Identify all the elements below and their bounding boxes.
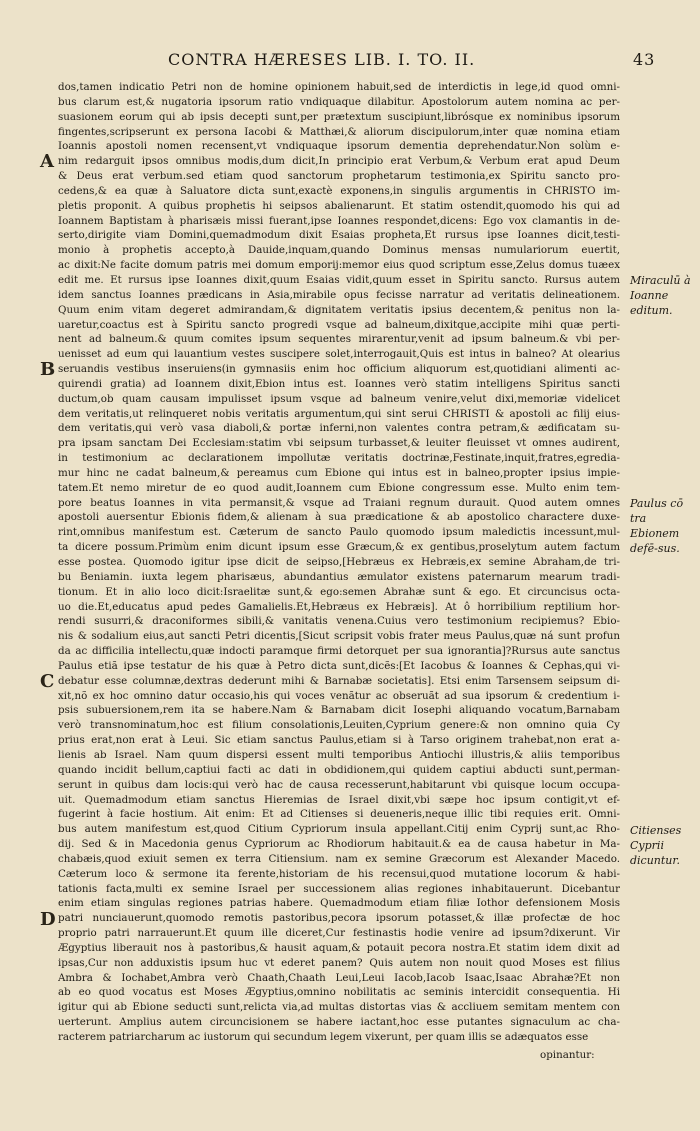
side-note: Paulus cō tra Ebionem defē-sus. <box>630 496 684 555</box>
text-line: pletis proponit. A quibus prophetis hi seipsos abalienarunt. Et statim ostendit,quomodo his qui ad <box>58 199 620 212</box>
catchword: opinantur: <box>540 1049 595 1061</box>
text-line: da ac difficilia intellectu,quæ indocti paramque firmi detorquet per sua ignorantia]?Rursus aute sanctus <box>58 645 620 658</box>
text-line: dos,tamen indicatio Petri non de homine opinionem habuit,sed de interdictis in lege,id quod omni- <box>58 81 620 93</box>
text-line: verò transnominatum,hoc est filium consolationis,Leuiten,Cyprium genere:& non omnino quia Cy <box>58 719 620 732</box>
text-line: chabæis,quod exiuit semen ex terra Citiensium. nam ex semine Græcorum est Alexander Macedo. <box>58 852 620 865</box>
text-line: seruandis vestibus inseruiens(in gymnasiis enim hoc officium aliquorum est,quotidiani alimenti ac- <box>58 363 620 376</box>
text-line: ductum,ob quam causam impulisset ipsum vsque ad balneum venire,velut dixi,memoriæ videlicet <box>58 392 620 405</box>
text-line: xit,nõ ex hoc omnino datur occasio,his qui voces venãtur ac obseruãt ad sua ipsorum & credentium i- <box>58 689 620 702</box>
text-line: ta dicere possum.Primùm enim dicunt ipsum esse Græcum,& ex gentibus,proselytum autem factum <box>58 541 620 554</box>
text-line: bu Beniamin. iuxta legem pharisæus, abundantius æmulator existens paternarum mearum tradi- <box>58 570 620 583</box>
text-line: Ambra & Iochabet,Ambra verò Chaath,Chaath Leui,Leui Iacob,Iacob Isaac,Isaac Abrahæ?Et non <box>58 971 620 984</box>
text-line: racterem patriarcharum ac iustorum qui secundum legem vixerunt, per quam illis se adæquatos esse <box>58 1031 589 1043</box>
text-line: Paulus etiã ipse testatur de his quæ à Petro dicta sunt,dicẽs:[Et Iacobus & Ioannes & Cephas,qui vi- <box>58 659 620 672</box>
text-line: tationis facta,multi ex semine Israel per successionem alias regiones inhabitauerunt. Dicebantur <box>58 882 620 895</box>
running-header <box>0 50 700 70</box>
text-line: rint,omnibus manifestum est. Cæterum de sancto Paulo quomodo ipsum maledictis incessunt,mul- <box>58 526 620 539</box>
text-line: Quum enim vitam degeret admirandam,& dignitatem veritatis ipsius decentem,& penitus non la- <box>58 303 620 316</box>
text-line: apostoli auersentur Ebionis fidem,& alienam à sua prædicatione & ab apostolico charactere duxe- <box>58 511 620 524</box>
text-line: uenisset ad eum qui lauantium vestes suscipere solet,interrogauit,Quis est intus in balneo? At olearius <box>58 348 620 361</box>
text-line: uerterunt. Amplius autem circuncisionem se habere iactant,hoc esse putantes signaculum ac cha- <box>58 1016 620 1029</box>
text-line: serunt in quibus dam locis:qui verò hac de causa recesserunt,habitarunt vbi quisque locum occupa- <box>58 778 620 791</box>
text-line: ac dixit:Ne facite domum patris mei domum emporij:memor eius quod scriptum esse,Zelus domus tuæex <box>58 259 620 272</box>
section-letter: D <box>40 908 56 930</box>
text-line: fingentes,scripserunt ex persona Iacobi & Matthæi,& aliorum discipulorum,inter quæ nomina etiam <box>58 125 620 138</box>
text-line: monio à prophetis accepto,à Dauide,inquam,quando Dominus mensas numulariorum euertit, <box>58 244 620 257</box>
text-line: bus autem manifestum est,quod Citium Cypriorum insula appellant.Citij enim Cyprij sunt,ac Rho- <box>58 823 620 836</box>
section-letter: C <box>40 671 55 692</box>
text-line: enim etiam singulas regiones patrias habere. Quemadmodum etiam filiæ Iothor defensionem Mosis <box>58 897 620 910</box>
text-line: suasionem eorum qui ab ipsis decepti sunt,per prætextum suscipiunt,librósque ex nominibus ipsorum <box>58 110 620 123</box>
text-line: pore beatus Ioannes in vita permansit,& vsque ad Traiani regnum durauit. Quod autem omnes <box>58 496 620 509</box>
text-line: rendi susurri,& draconiformes sibili,& vanitatis venena.Cuius vero testimonium recipiemus? Ebio- <box>58 615 620 628</box>
text-line: igitur qui ab Ebione seducti sunt,relicta via,ad multas distortas vias & accliuem semitam mentem con <box>58 1001 620 1014</box>
section-letter: A <box>40 151 54 173</box>
text-line: quirendi gratia) ad Ioannem dixit,Ebion intus est. Ioannes verò statim intelligens Spiritus sancti <box>58 377 620 390</box>
text-line: pra ipsam sanctam Dei Ecclesiam:statim vbi seipsum turbasset,& leuiter fleuisset vt omnes audirent, <box>58 437 620 450</box>
text-line: proprio patri narrauerunt.Et quum ille diceret,Cur festinastis hodie venire ad ipsum?dixerunt. Vir <box>58 927 620 940</box>
text-line: ipsas,Cur non adduxistis ipsum huc vt ederet panem? Quis autem non nouit quod Moses est filius <box>58 956 620 969</box>
page-number: 43 <box>633 50 656 69</box>
text-line: uit. Quemadmodum etiam sanctus Hieremias de Israel dixit,vbi sæpe hoc ipsum contigit,vt ef- <box>58 793 620 806</box>
text-line: uaretur,coactus est à Spiritu sancto progredi vsque ad balneum,dixitque,accipite mihi quæ perti- <box>58 318 620 331</box>
text-line: in testimonium ac declarationem impollutæ veritatis doctrinæ,Festinate,inquit,fratres,egredia- <box>58 452 620 465</box>
text-line: ab eo quod vocatus est Moses Ægyptius,omnino nobilitatis ac seminis intercidit consequentia. Hi <box>58 986 620 999</box>
text-line: idem sanctus Ioannes prædicans in Asia,mirabile opus fecisse narratur ad veritatis delineationem. <box>58 288 620 301</box>
text-line: debatur esse columnæ,dextras dederunt mihi & Barnabæ societatis]. Etsi enim Tarsensem seipsum di- <box>58 674 620 687</box>
text-line: patri nunciauerunt,quomodo remotis pastoribus,pecora ipsorum potasset,& illæ profectæ de hoc <box>58 912 620 925</box>
main-text-block <box>58 80 620 1045</box>
text-line: quando incidit bellum,captiui facti ac dati in obdidionem,qui quidem captiui abducti sunt,perman- <box>58 763 620 776</box>
text-line: Ioannis apostoli nomen recensent,vt vndiquaque ipsorum dementia deprehendatur.Non solùm e- <box>58 140 620 153</box>
text-line: lienis ab Israel. Nam quum dispersi essent multi temporibus Antiochi illustris,& aliis temporibus <box>58 748 620 761</box>
text-line: fugerint à facie hostium. Ait enim: Et ad Citienses si deueneris,neque illic tibi requies erit. Omni- <box>58 808 620 821</box>
text-line: Ioannem Baptistam à pharisæis missi fuerant,ipse Ioannes respondet,dicens: Ego vox clamantis in de- <box>58 214 620 227</box>
text-line: nis & sodalium eius,aut sancti Petri dicentis,[Sicut scripsit vobis frater meus Paulus,quæ ná sunt profun <box>58 630 620 643</box>
text-line: psis subuersionem,rem ita se habere.Nam & Barnabam dicit Iosephi aliquando vocatum,Barnabam <box>58 704 620 717</box>
text-line: Cæterum loco & sermone ita ferente,historiam de his recensui,quod mutatione locorum & habi- <box>58 867 620 880</box>
text-line: nent ad balneum.& quum comites ipsum sequentes mirarentur,venit ad ipsum balneum.& vbi per- <box>58 333 620 346</box>
text-line: bus clarum est,& nugatoria ipsorum ratio vndiquaque dilabitur. Apostolorum autem nomina ac per- <box>58 95 620 108</box>
text-line: tatem.Et nemo miretur de eo quod audit,Ioannem cum Ebione congressum esse. Multo enim tem- <box>58 481 620 494</box>
text-line: dem veritatis,ut relinqueret nobis veritatis argumentum,qui sint serui CHRISTI & apostoli ac filij eius- <box>58 407 620 420</box>
text-line: cedens,& ea quæ à Saluatore dicta sunt,exactè exponens,in singulis argumentis in CHRISTO im- <box>58 184 620 197</box>
side-note: Miraculū à Ioanne editum. <box>630 274 691 318</box>
side-note: Citienses Cyprii dicuntur. <box>630 823 682 867</box>
section-letter: B <box>40 359 56 381</box>
text-line: dem veritatis,qui verò vasa diaboli,& portæ inferni,non valentes contra petram,& ædificatam su- <box>58 422 620 435</box>
running-title: CONTRA HÆRESES LIB. I. TO. II. <box>168 50 476 69</box>
text-line: uo die.Et,educatus apud pedes Gamalielis.Et,Hebræus ex Hebræis]. At ô horribilium reptilium hor- <box>58 600 620 613</box>
text-line: nim redarguit ipsos omnibus modis,dum dicit,In principio erat Verbum,& Verbum erat apud Deum <box>58 155 620 168</box>
text-line: edit me. Et rursus ipse Ioannes dixit,quum Esaias vidit,quum esset in Spiritu sancto. Rursus autem <box>58 273 620 286</box>
text-line: esse postea. Quomodo igitur ipse dicit de seipso,[Hebræus ex Hebræis,ex semine Abraham,de tri- <box>58 556 620 568</box>
text-line: tionum. Et in alio loco dicit:Israelitæ sunt,& ego:semen Abrahæ sunt & ego. Et circuncisus octa- <box>58 585 620 598</box>
text-line: prius erat,non erat à Leui. Sic etiam sanctus Paulus,etiam si à Tarso originem trahebat,non erat a- <box>58 734 620 747</box>
text-line: & Deus erat verbum.sed etiam quod sanctorum prophetarum testimonia,ex Spiritu sancto pro- <box>58 170 620 183</box>
text-line: mur hinc ne cadat balneum,& pereamus cum Ebione qui intus est in balneo,propter ipsius impie- <box>58 466 620 479</box>
text-line: dij. Sed & in Macedonia genus Cypriorum ac Rhodiorum habitauit.& ea de causa habetur in Ma- <box>58 838 620 851</box>
text-line: Ægyptius liberauit nos à pastoribus,& hausit aquam,& potauit pecora nostra.Et statim idem dixit ad <box>58 941 620 954</box>
text-line: serto,dirigite viam Domini,quemadmodum dixit Esaias propheta,Et rursus ipse Ioannes dicit,testi- <box>58 229 620 242</box>
